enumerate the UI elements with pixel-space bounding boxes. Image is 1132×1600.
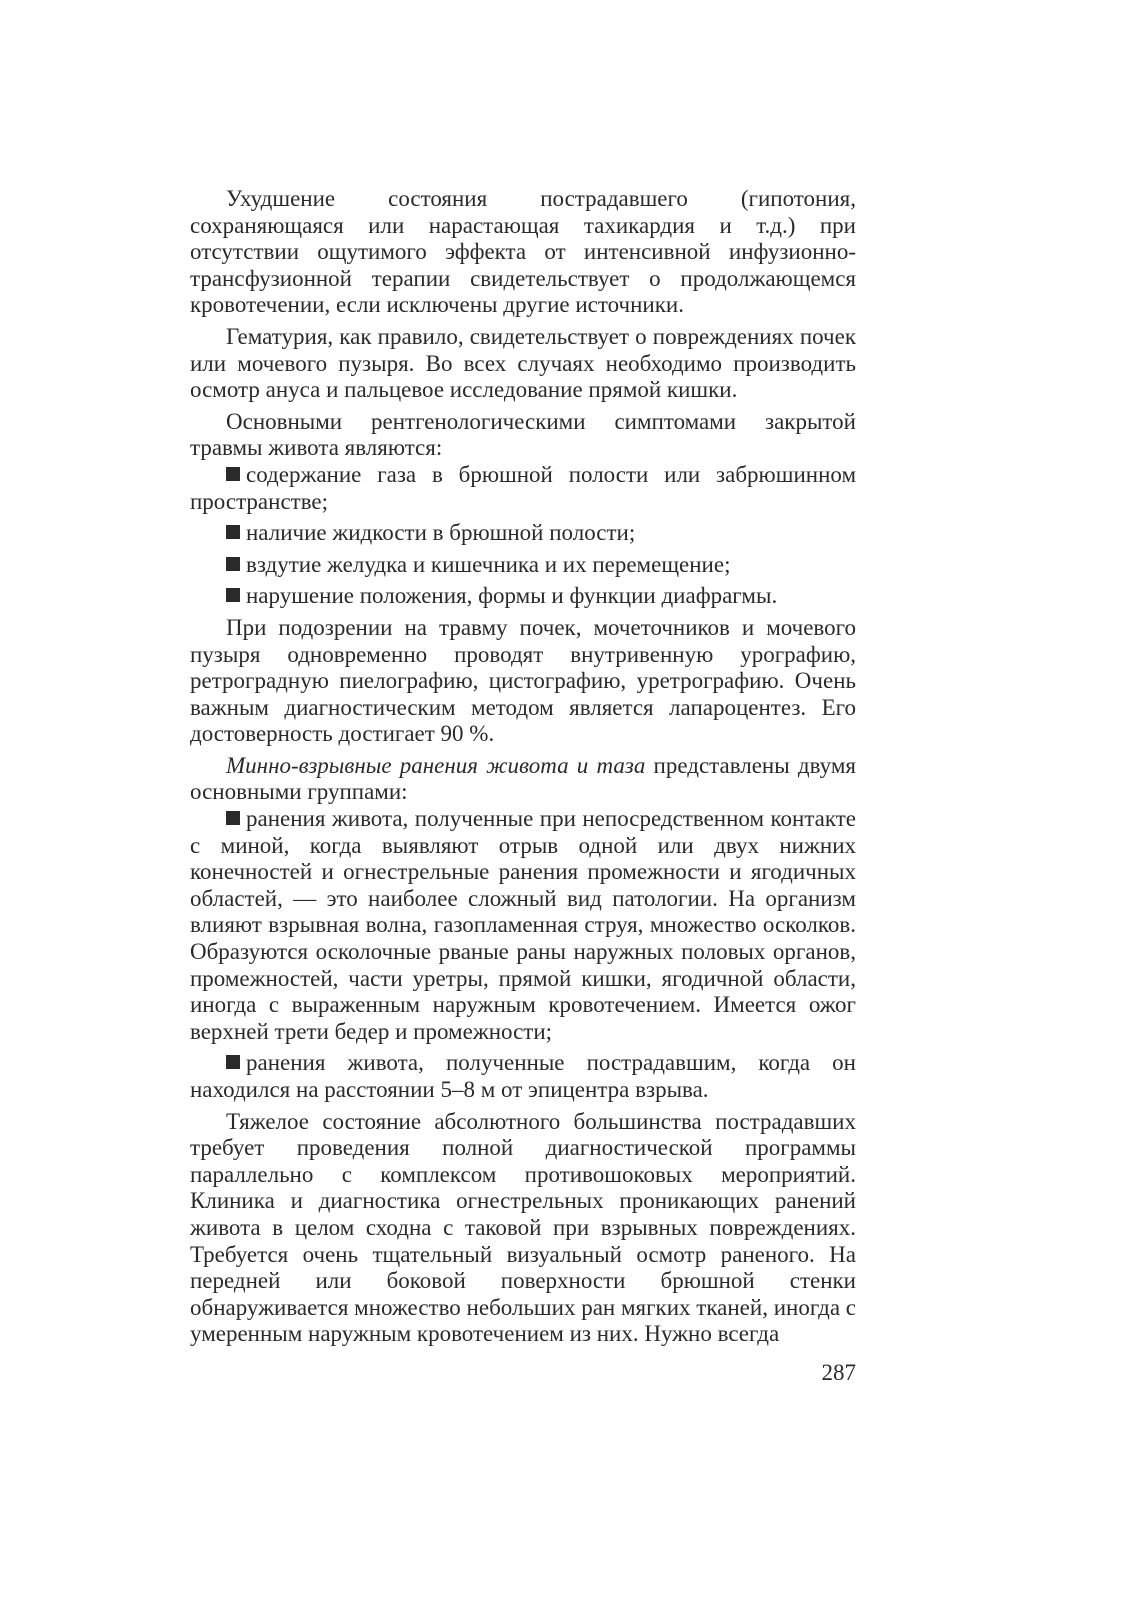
list-item-text: содержание газа в брюшной полости или забрюшинном пространстве; — [190, 461, 856, 514]
paragraph-text: представлены двумя основными группами: — [190, 752, 856, 805]
list-item — [190, 583, 856, 610]
paragraph: Гематурия, как правило, свидетельствует о повреждениях почек или мочевого пузыря. Во всех случаях необходимо производить осмотр ануса и пальцевое исследование прямой кишки. — [190, 323, 856, 403]
list-item — [190, 520, 856, 547]
list-item — [190, 1050, 856, 1103]
square-bullet-icon — [226, 525, 240, 539]
paragraph: При подозрении на травму почек, мочеточников и мочевого пузыря одновременно проводят внутривенную урографию, ретроградную пиелографию, цистографию, уретрографию. Очень важным диагностическим методом является лапароцентез. Его достоверность достигает 90 %. — [190, 614, 856, 747]
list-item — [190, 806, 856, 1045]
square-bullet-icon — [226, 811, 240, 825]
page-body-text — [190, 186, 856, 1348]
list-item-text: вздутие желудка и кишечника и их перемещение; — [246, 551, 731, 577]
paragraph — [190, 753, 856, 806]
page-number: 287 — [821, 1360, 856, 1385]
square-bullet-icon — [226, 1055, 240, 1069]
list-item-text: наличие жидкости в брюшной полости; — [246, 520, 636, 546]
italic-term: Минно-взрывные ранения живота и таза — [226, 752, 646, 778]
square-bullet-icon — [226, 557, 240, 571]
list-item — [190, 462, 856, 515]
paragraph: Основными рентгенологическими симптомами закрытой травмы живота являются: — [190, 408, 856, 461]
list-item — [190, 552, 856, 579]
list-item-text: ранения живота, полученные пострадавшим, когда он находился на расстоянии 5–8 м от эпицентра взрыва. — [190, 1050, 856, 1102]
square-bullet-icon — [226, 588, 240, 602]
list-item-text: нарушение положения, формы и функции диафрагмы. — [246, 583, 778, 609]
square-bullet-icon — [226, 467, 240, 481]
paragraph: Тяжелое состояние абсолютного большинства пострадавших требует проведения полной диагностической программы параллельно с комплексом противошоковых мероприятий. Клиника и диагностика огнестрельных проникающих ранений живота в целом сходна с таковой при взрывных повреждениях. Требуется очень тщательный визуальный осмотр раненого. На передней или боковой поверхности брюшной стенки обнаруживается множество небольших ран мягких тканей, иногда с умеренным наружным кровотечением из них. Нужно всегда — [190, 1108, 856, 1347]
list-item-text: ранения живота, полученные при непосредственном контакте с миной, когда выявляют отрыв одной или двух нижних конечностей и огнестрельные ранения промежности и ягодичных областей, — это наиболее сложный вид патологии. На организм влияют взрывная волна, газопламенная струя, множество осколков. Образуются осколочные рваные раны наружных половых органов, промежностей, части уретры, прямой кишки, ягодичной области, иногда с выраженным наружным кровотечением. Имеется ожог верхней трети бедер и промежности; — [190, 806, 856, 1044]
paragraph: Ухудшение состояния пострадавшего (гипотония, сохраняющаяся или нарастающая тахикардия и т.д.) при отсутствии ощутимого эффекта от интенсивной инфузионно-трансфузионной терапии свидетельствует о продолжающемся кровотечении, если исключены другие источники. — [190, 186, 856, 318]
